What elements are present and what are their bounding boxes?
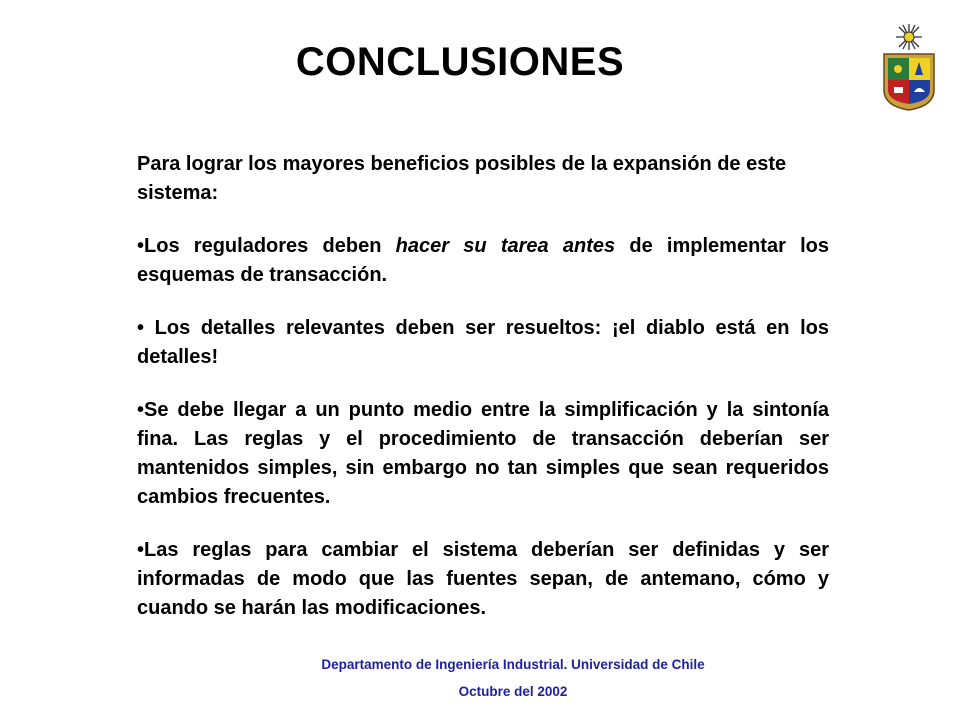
bullet-text: Los reguladores deben (144, 235, 396, 257)
bullet-text: de implementar los esquemas de transacción. (137, 235, 829, 286)
bullet-text: Los detalles relevantes deben ser resueltos: ¡el diablo está en los detalles! (137, 317, 829, 368)
university-crest-icon (876, 20, 942, 112)
bullet-marker: • (137, 399, 145, 421)
bullet-emphasis: hacer su tarea antes (395, 235, 616, 257)
bullet-text: Se debe llegar a un punto medio entre la simplificación y la sintonía fina. Las reglas y el procedimiento de transacción deberían ser mantenidos simples, sin embargo no tan simples que sean requeridos cambios frecuentes. (137, 399, 829, 508)
bullet-marker: • (137, 235, 145, 257)
bullet-text: Las reglas para cambiar el sistema deberían ser definidas y ser informadas de modo que las fuentes sepan, de antemano, cómo y cuando se harán las modificaciones. (137, 539, 829, 619)
bullet-marker: • (137, 539, 145, 561)
footer-department: Departamento de Ingeniería Industrial. Universidad de Chile (321, 657, 705, 672)
footer-date: Octubre del 2002 (458, 684, 568, 699)
bullet-detalles (137, 314, 829, 372)
bullet-marker: • (137, 317, 145, 339)
intro-paragraph: Para lograr los mayores beneficios posibles de la expansión de este sistema: (137, 153, 787, 204)
bullet-reglas (137, 536, 829, 623)
slide-body (137, 150, 829, 647)
bullet-reguladores (137, 232, 829, 290)
bullet-punto-medio (137, 396, 829, 512)
slide-title: CONCLUSIONES (295, 40, 625, 84)
